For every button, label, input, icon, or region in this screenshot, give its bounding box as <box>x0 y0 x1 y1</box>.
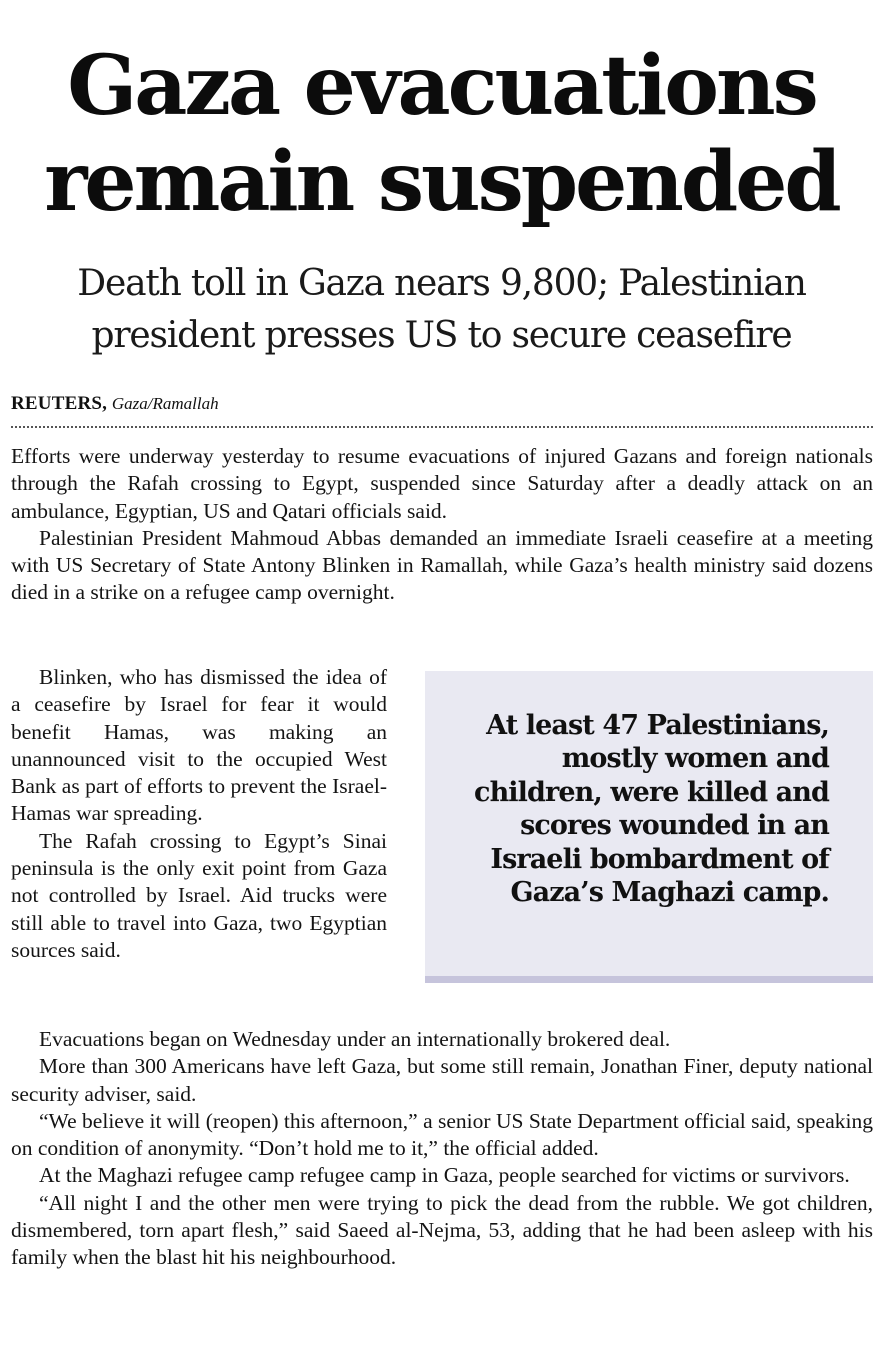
pull-quote-box <box>425 671 873 983</box>
byline-location: Gaza/Ramallah <box>111 394 219 413</box>
article-body-column <box>11 664 387 964</box>
paragraph: Palestinian President Mahmoud Abbas demanded an immediate Israeli ceasefire at a meeting with US Secretary of State Antony Blinken in Ramallah, while Gaza’s health ministry said dozens died in a strike on a refugee camp overnight. <box>11 525 873 605</box>
paragraph: More than 300 Americans have left Gaza, but some still remain, Jonathan Finer, deputy national security adviser, said. <box>11 1054 873 1106</box>
headline-line-1: Gaza evacuations <box>67 38 816 134</box>
article-body-top <box>11 443 873 607</box>
byline-agency: REUTERS, <box>11 393 108 414</box>
paragraph: At the Maghazi refugee camp refugee camp in Gaza, people searched for victims or survivors. <box>39 1163 850 1188</box>
headline <box>0 38 883 230</box>
article-body-bottom <box>11 1026 873 1272</box>
paragraph: The Rafah crossing to Egypt’s Sinai peninsula is the only exit point from Gaza not controlled by Israel. Aid trucks were still able to travel into Gaza, two Egyptian sources said. <box>11 828 387 962</box>
paragraph: Blinken, who has dismissed the idea of a ceasefire by Israel for fear it would benefit Hamas, was making an unannounced visit to the occupied West Bank as part of efforts to prevent the Israel-Hamas war spreading. <box>11 665 387 826</box>
paragraph: Efforts were underway yesterday to resume evacuations of injured Gazans and foreign nationals through the Rafah crossing to Egypt, suspended since Saturday after a deadly attack on an ambulance, Egyptian, US and Qatari officials said. <box>11 444 873 523</box>
pull-quote: At least 47 Palestinians, mostly women and children, were killed and scores wounded in an Israeli bombardment of Gaza’s Maghazi camp. <box>474 710 829 909</box>
paragraph: “All night I and the other men were trying to pick the dead from the rubble. We got children, dismembered, torn apart flesh,” said Saeed al-Nejma, 53, adding that he had been asleep with his family when the blast hit his neighbourhood. <box>11 1190 873 1270</box>
paragraph: “We believe it will (reopen) this afternoon,” a senior US State Department official said, speaking on condition of anonymity. “Don’t hold me to it,” the official added. <box>11 1108 873 1161</box>
subheadline <box>0 258 883 362</box>
subheadline-line-2: president presses US to secure ceasefire <box>91 315 792 356</box>
headline-line-2: remain suspended <box>44 134 839 230</box>
paragraph: Evacuations began on Wednesday under an internationally brokered deal. <box>39 1027 671 1051</box>
subheadline-line-1: Death toll in Gaza nears 9,800; Palestinian <box>77 263 806 304</box>
byline <box>11 392 219 416</box>
dotted-divider <box>11 426 873 428</box>
